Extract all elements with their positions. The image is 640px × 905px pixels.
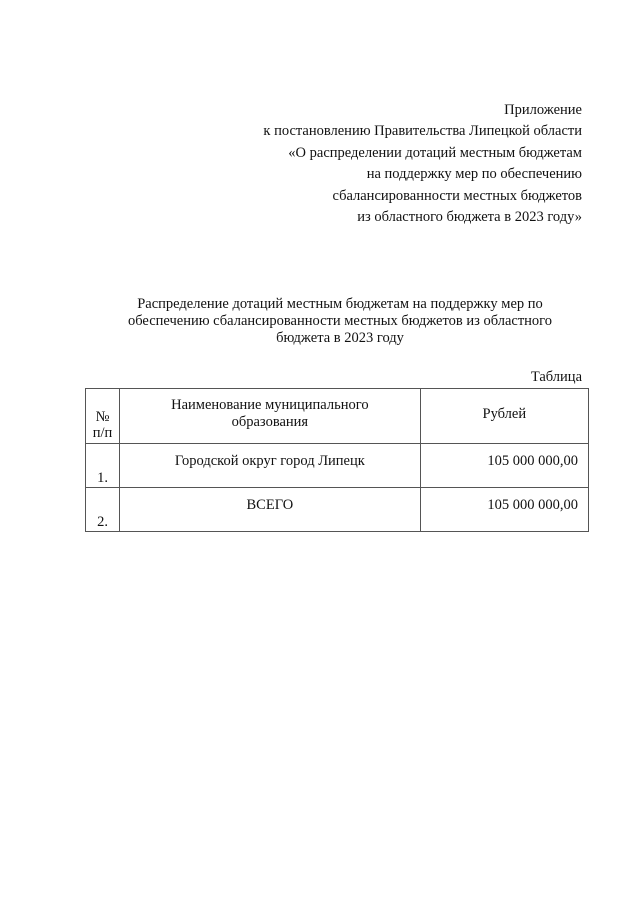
appendix-line: к постановлению Правительства Липецкой области <box>263 123 582 140</box>
header-amount: Рублей <box>420 389 588 444</box>
appendix-line: на поддержку мер по обеспечению <box>366 166 582 183</box>
appendix-line: из областного бюджета в 2023 году» <box>357 209 582 226</box>
document-title <box>90 296 590 347</box>
row-municipality: Городской округ город Липецк <box>120 444 421 488</box>
title-line: бюджета в 2023 году <box>276 330 404 346</box>
row-number: 1. <box>86 444 120 488</box>
table-row <box>86 444 589 488</box>
appendix-line: Приложение <box>504 102 582 118</box>
appendix-line: «О распределении дотаций местным бюджетам <box>288 144 582 161</box>
distribution-table <box>85 388 589 532</box>
row-amount: 105 000 000,00 <box>420 488 588 532</box>
row-number: 2. <box>86 488 120 532</box>
header-number-line1: № <box>95 409 110 425</box>
title-line: обеспечению сбалансированности местных бюджетов из областного <box>127 313 553 329</box>
title-line: Распределение дотаций местным бюджетам на поддержку мер по <box>137 296 543 312</box>
row-municipality: ВСЕГО <box>120 488 421 532</box>
header-number-line2: п/п <box>92 425 113 441</box>
appendix-block <box>162 100 582 228</box>
header-municipality-line2: образования <box>231 414 309 430</box>
row-amount: 105 000 000,00 <box>420 444 588 488</box>
table-caption: Таблица <box>530 369 582 385</box>
header-number <box>86 389 120 444</box>
table-row-total <box>86 488 589 532</box>
appendix-line: сбалансированности местных бюджетов <box>332 187 582 204</box>
header-municipality <box>120 389 421 444</box>
header-municipality-line1: Наименование муниципального <box>171 397 369 413</box>
table-header-row <box>86 389 589 444</box>
